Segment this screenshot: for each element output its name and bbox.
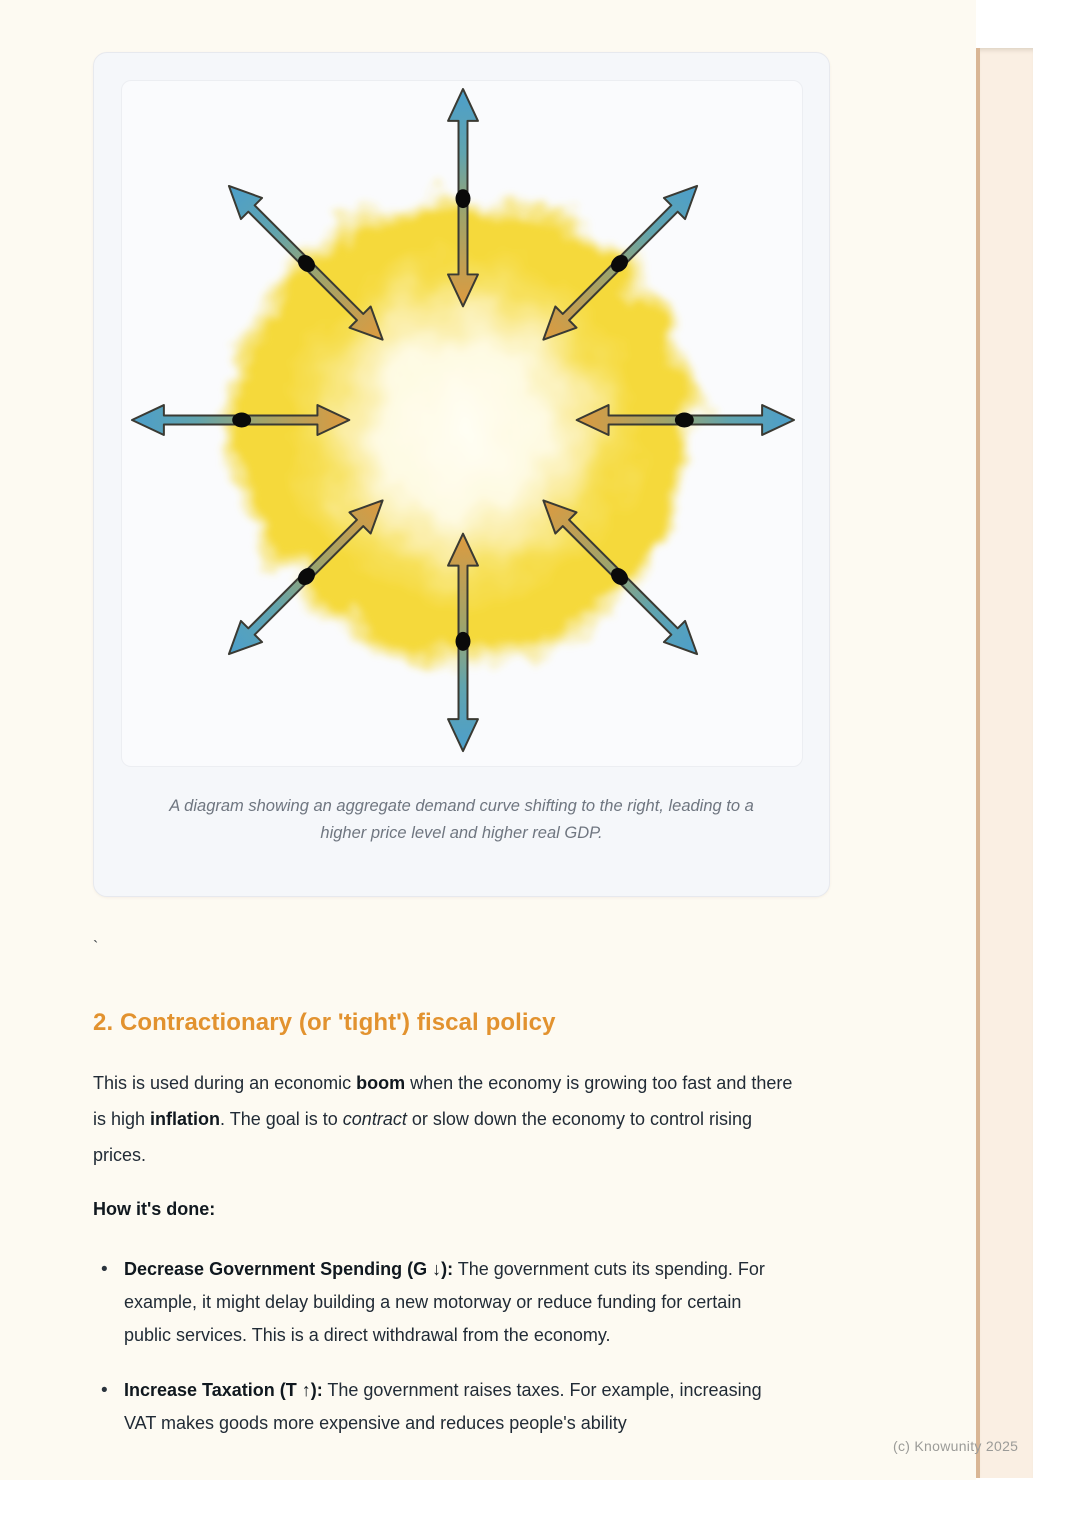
page-edge-strip (976, 48, 1033, 1478)
stray-backtick: ` (93, 939, 99, 956)
list-item-decrease-spending (93, 1253, 769, 1352)
bullet-lead: Decrease Government Spending (G ↓): (124, 1259, 454, 1279)
intro-text: This is used during an economic (93, 1073, 357, 1093)
methods-list (93, 1253, 830, 1440)
sun-diagram (122, 81, 802, 766)
copyright-watermark: (c) Knowunity 2025 (893, 1438, 1019, 1454)
bullet-lead: Increase Taxation (T ↑): (124, 1380, 323, 1400)
section-heading: 2. Contractionary (or 'tight') fiscal policy (93, 1009, 556, 1036)
intro-paragraph (93, 1065, 798, 1173)
intro-text: or slow down the economy to control rising prices. (93, 1109, 752, 1165)
figure-panel (121, 80, 803, 767)
figure-card (93, 52, 830, 897)
how-its-done-label: How it's done: (93, 1199, 216, 1219)
intro-bold-inflation: inflation (150, 1109, 221, 1129)
intro-bold-boom: boom (356, 1073, 406, 1093)
bullet-text: The government cuts its spending. For example, it might delay building a new motorway or reduce funding for certain public services. This is a direct withdrawal from the economy. (124, 1259, 765, 1345)
figure-caption: A diagram showing an aggregate demand curve shifting to the right, leading to a higher price level and higher real GDP. (169, 797, 754, 842)
bullet-text: The government raises taxes. For example, increasing VAT makes goods more expensive and reduces people's ability (124, 1380, 762, 1433)
document-content (93, 52, 830, 1462)
intro-text: when the economy is growing too fast and there is high (93, 1073, 793, 1129)
intro-text: . The goal is to (220, 1109, 343, 1129)
list-item-increase-taxation (93, 1374, 769, 1440)
intro-italic-contract: contract (342, 1109, 407, 1129)
